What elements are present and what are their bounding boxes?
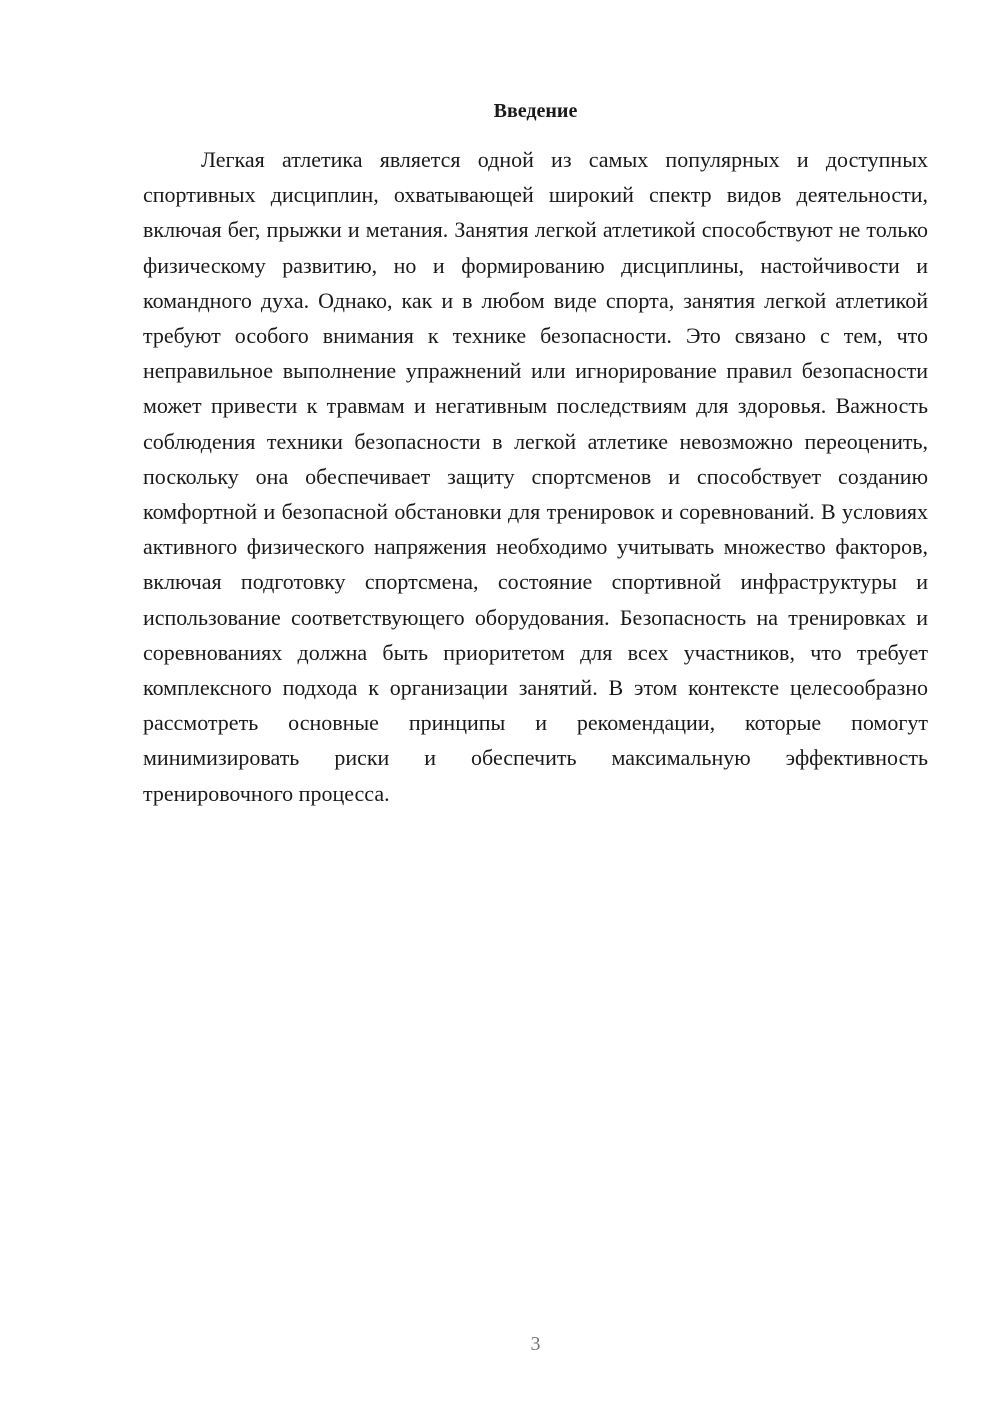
- section-title: Введение: [493, 100, 578, 122]
- page-number: 3: [530, 1333, 541, 1355]
- intro-paragraph: Легкая атлетика является одной из самых популярных и доступных спортивных дисциплин, охватывающей широкий спектр видов деятельности, включая бег, прыжки и метания. Занятия легкой атлетикой способствуют не только физическому развитию, но и формированию дисциплины, настойчивости и командного духа. Однако, как и в любом виде спорта, занятия легкой атлетикой требуют особого внимания к технике безопасности. Это связано с тем, что неправильное выполнение упражнений или игнорирование правил безопасности может привести к травмам и негативным последствиям для здоровья. Важность соблюдения техники безопасности в легкой атлетике невозможно переоценить, поскольку она обеспечивает защиту спортсменов и способствует созданию комфортной и безопасной обстановки для тренировок и соревнований. В условиях активного физического напряжения необходимо учитывать множество факторов, включая подготовку спортсмена, состояние спортивной инфраструктуры и использование соответствующего оборудования. Безопасность на тренировках и соревнованиях должна быть приоритетом для всех участников, что требует комплексного подхода к организации занятий. В этом контексте целесообразно рассмотреть основные принципы и рекомендации, которые помогут минимизировать риски и обеспечить максимальную эффективность тренировочного процесса.: [143, 147, 928, 806]
